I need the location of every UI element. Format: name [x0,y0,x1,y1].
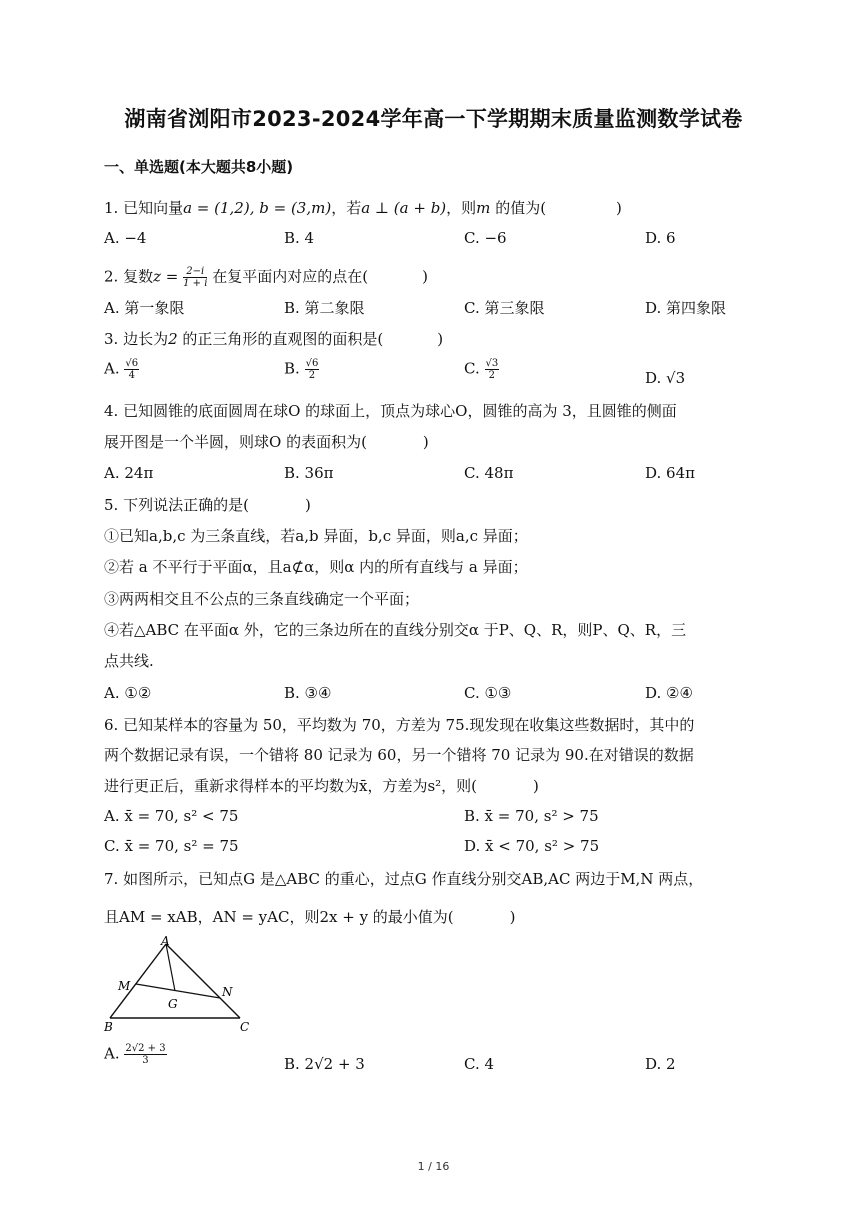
q2-option-c: C. 第三象限 [464,299,545,317]
q1-option-b: B. 4 [284,229,315,247]
triangle-figure [100,934,260,1034]
question-4-line-2 [104,432,429,452]
q7-option-d: D. 2 [645,1055,676,1073]
q2-option-b: B. 第二象限 [284,299,365,317]
q1-variable: m [476,199,491,217]
q5-option-a: A. ①② [104,684,152,702]
question-5 [104,495,311,515]
q7-a-den: 3 [142,1055,149,1066]
q5-option-c: C. ①③ [464,684,512,702]
q4-stem: 展开图是一个半圆，则球O 的表面积为( [104,433,367,451]
question-3 [104,329,443,349]
q3-option-c-fraction [485,358,500,381]
q3-option-b-label: B. [284,359,300,378]
q4-option-c: C. 48π [464,464,514,482]
q3-a-den: 4 [128,370,135,381]
page-title: 湖南省浏阳市2023-2024学年高一下学期期末质量监测数学试卷 [124,107,743,131]
q7-a-num: 2√2 + 3 [125,1043,166,1054]
q5-statement-4-cont: 点共线. [104,652,154,670]
q7-option-c: C. 4 [464,1055,495,1073]
q2-stem: 2. 复数 [104,267,154,286]
q7-stem-end: ) [509,908,516,926]
q3-option-b-fraction [305,358,320,381]
q3-option-c [464,358,499,381]
q3-stem-b: 的正三角形的直观图的面积是( [182,330,384,348]
q7-option-a [104,1043,167,1066]
q6-stem: 进行更正后，重新求得样本的平均数为x̄，方差为s²，则( [104,777,478,795]
q2-numerator: 2−i [183,266,207,278]
q3-side-length: 2 [168,330,178,348]
q2-option-a: A. 第一象限 [104,299,185,317]
q6-option-d: D. x̄ < 70, s² > 75 [464,837,600,855]
q1-stem: 1. 已知向量 [104,199,184,217]
question-1 [104,198,622,218]
q3-b-num: √6 [305,358,319,369]
q3-option-b [284,358,319,381]
q2-z: z = [153,267,179,286]
q1-option-d: D. 6 [645,229,676,247]
q1-stem-c: ，则 [446,199,477,217]
question-6-line-3 [104,776,539,796]
q2-option-d: D. 第四象限 [645,299,727,317]
q3-option-d [645,368,685,388]
q2-fraction [183,266,207,289]
question-6-line-1: 6. 已知某样本的容量为 50，平均数为 70，方差为 75.现发现在收集这些数据时，其中的 [104,716,695,734]
q7-stem: 且AM = xAB，AN = yAC，则2x + y 的最小值为( [104,908,454,926]
q5-option-b: B. ③④ [284,684,332,702]
label-c: C [240,1020,250,1034]
q3-c-den: 2 [488,370,496,381]
label-m: M [118,979,131,993]
q3-stem-c: ) [437,330,444,348]
q1-option-a: A. −4 [104,229,147,247]
question-7-line-2 [104,907,516,927]
q4-option-a: A. 24π [104,464,154,482]
question-2 [104,266,428,289]
q3-b-den: 2 [308,370,316,381]
q2-stem-b: 在复平面内对应的点在( [212,267,369,286]
label-b: B [104,1020,113,1034]
q1-vectors: a = (1,2), b = (3,m) [183,199,332,217]
section-heading: 一、单选题(本大题共8小题) [104,158,294,176]
q5-stem-end: ) [304,496,311,514]
question-6-line-2: 两个数据记录有误，一个错将 80 记录为 60，另一个错将 70 记录为 90.在对错误的数据 [104,746,694,764]
label-a: A [161,934,170,948]
q3-option-d-label: D. [645,369,662,387]
q3-stem: 3. 边长为 [104,330,169,348]
q6-option-b: B. x̄ = 70, s² > 75 [464,807,599,825]
q5-statement-4: ④若△ABC 在平面α 外，它的三条边所在的直线分别交α 于P、Q、R，则P、Q、R，三 [104,621,687,639]
q7-option-a-fraction [124,1043,166,1066]
q2-stem-c: ) [422,267,428,286]
q7-option-a-label: A. [104,1044,120,1063]
q3-a-num: √6 [125,358,139,369]
q4-option-d: D. 64π [645,464,695,482]
q4-stem-end: ) [422,433,429,451]
q3-option-a [104,358,139,381]
q3-option-c-label: C. [464,359,480,378]
q5-stem: 5. 下列说法正确的是( [104,496,249,514]
q3-option-d-value: √3 [666,369,686,387]
q5-statement-2: ②若 a 不平行于平面α，且a⊄α，则α 内的所有直线与 a 异面； [104,558,528,576]
question-7-line-1: 7. 如图所示，已知点G 是△ABC 的重心，过点G 作直线分别交AB,AC 两边于M,N 两点， [104,870,704,888]
q5-statement-1: ①已知a,b,c 为三条直线，若a,b 异面，b,c 异面，则a,c 异面； [104,527,528,545]
question-4-line-1: 4. 已知圆锥的底面圆周在球O 的球面上，顶点为球心O，圆锥的高为 3，且圆锥的侧面 [104,402,677,420]
q6-stem-end: ) [533,777,539,795]
q1-stem-b: ，若 [331,199,362,217]
q1-stem-d: 的值为( [495,199,547,217]
q6-option-c: C. x̄ = 70, s² = 75 [104,837,239,855]
label-n: N [222,985,233,999]
q1-option-c: C. −6 [464,229,507,247]
q2-denominator: 1 + i [183,278,208,289]
label-g: G [168,997,178,1011]
q3-option-a-fraction [124,358,139,381]
q1-stem-e: ) [616,199,622,217]
q6-option-a: A. x̄ = 70, s² < 75 [104,807,239,825]
page-number: 1 / 16 [417,1160,450,1173]
q3-c-num: √3 [485,358,499,369]
q5-option-d: D. ②④ [645,684,693,702]
q5-statement-3: ③两两相交且不公点的三条直线确定一个平面； [104,590,420,608]
q4-option-b: B. 36π [284,464,334,482]
q1-condition: a ⊥ (a + b) [361,199,447,217]
q3-option-a-label: A. [104,359,120,378]
q7-option-b: B. 2√2 + 3 [284,1055,365,1073]
